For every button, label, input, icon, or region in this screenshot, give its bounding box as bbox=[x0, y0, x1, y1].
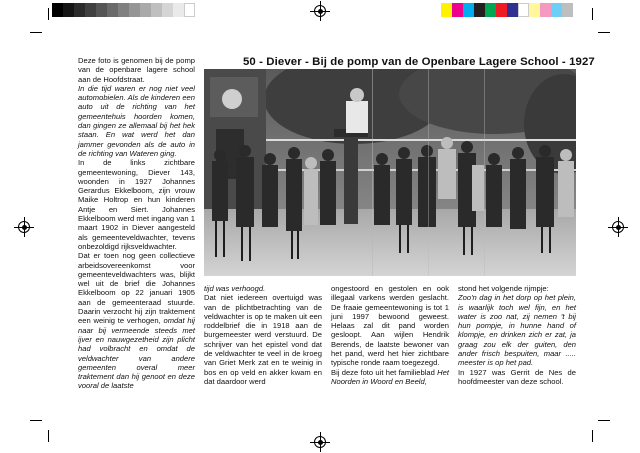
paragraph: stond het volgende rijmpje: bbox=[458, 284, 549, 293]
paragraph bbox=[331, 368, 449, 387]
paragraph: Dat niet iedereen overtuigd was van de plichtbetrachting van de veldwachter is op te maken uit een roddelbrief die in 1918 aan de burgemeester werd verstuurd. De schrijver van het epistel vond dat de veldwachter te veel in de kroeg van Griet Merk zat en te weinig in bos en op veld en akker kwam en dat daardoor werd bbox=[204, 293, 322, 386]
paragraph-italic: tijd was verhoogd. bbox=[204, 284, 266, 293]
color-swatch bbox=[496, 3, 507, 17]
color-swatch bbox=[518, 3, 529, 17]
color-swatch bbox=[63, 3, 74, 17]
crop-mark bbox=[592, 430, 593, 442]
paragraph-text: Dat er toen nog geen collectieve arbeidsovereenkomst voor gemeenteveldwachters was, blijkt wel uit de brief die Johannes Ekkelboom op 22 januari 1905 aan de gemeenteraad stuurde. Daarin verzocht hij zijn traktement een weinig te verhogen, bbox=[78, 251, 195, 326]
crop-mark bbox=[48, 8, 49, 20]
color-swatch bbox=[151, 3, 162, 17]
color-swatch bbox=[107, 3, 118, 17]
registration-mark-bottom bbox=[314, 436, 326, 448]
paragraph-italic-text: Het Noorden in Woord en Beeld, bbox=[331, 367, 449, 386]
registration-mark-left bbox=[18, 221, 30, 233]
crop-mark bbox=[48, 430, 49, 442]
color-swatch bbox=[118, 3, 129, 17]
color-swatch bbox=[184, 3, 195, 17]
crop-mark bbox=[592, 8, 593, 20]
color-swatch bbox=[562, 3, 573, 17]
color-swatch bbox=[96, 3, 107, 17]
poem: Zoo'n dag in het dorp op het plein, is waarlijk toch wel fijn, en het water is zoo nat, zij nemen 't bij hun pompje, in hunne hand of klompje, en drinken zich er zat, ja graag zou elk der guiten, den ander frisch bespuiten, maar ..... meester is op het pad. bbox=[458, 293, 576, 368]
page-title: 50 - Diever - Bij de pomp van de Openbare Lagere School - 1927 bbox=[243, 56, 595, 68]
photo-icon bbox=[204, 69, 576, 276]
color-swatch bbox=[162, 3, 173, 17]
color-swatch bbox=[507, 3, 518, 17]
registration-mark-right bbox=[612, 221, 624, 233]
crop-mark bbox=[598, 420, 610, 421]
historic-photo bbox=[204, 69, 576, 276]
text-column-1 bbox=[78, 56, 195, 391]
color-swatch bbox=[463, 3, 474, 17]
color-swatch bbox=[452, 3, 463, 17]
text-column-2 bbox=[204, 284, 322, 386]
color-swatch bbox=[173, 3, 184, 17]
paragraph-text: Bij deze foto uit het familieblad bbox=[331, 367, 435, 377]
paragraph: In 1927 was Gerrit de Nes de hoofdmeester van deze school. bbox=[458, 367, 576, 386]
color-swatch bbox=[129, 3, 140, 17]
color-swatch bbox=[529, 3, 540, 17]
paragraph: Deze foto is genomen bij de pomp van de openbare lagere school aan de Hoofdstraat. bbox=[78, 56, 195, 84]
paragraph-italic-text: omdat hij naar bij vermeende steeds met ijver en nauwgezetheid zijn plicht had volbracht en omdat de veldwachter van andere gemeenten overal meer traktement dan hij genoot en deze vooral de laatste bbox=[78, 316, 195, 391]
color-swatch bbox=[540, 3, 551, 17]
paragraph-italic: In die tijd waren er nog niet veel automobielen. Als de kinderen een auto uit de richting van het gemeentehuis hoorden komen, dan gingen ze allemaal bij het hek staan. En wat werd het dan jammer gevonden als de auto in de richting van Wateren ging. bbox=[78, 83, 195, 158]
color-swatch bbox=[551, 3, 562, 17]
text-column-4 bbox=[458, 284, 576, 386]
registration-mark-top bbox=[314, 5, 326, 17]
color-swatch bbox=[441, 3, 452, 17]
color-swatch bbox=[474, 3, 485, 17]
paragraph bbox=[78, 251, 195, 390]
text-column-3 bbox=[331, 284, 449, 386]
grayscale-color-bar bbox=[52, 3, 195, 17]
paragraph: In de links zichtbare gemeentewoning, Diever 143, woonden in 1927 Johannes Gerardus Ekkelboom, zijn vrouw Maike Holtrop en hun kinderen Antje en Siert. Johannes Ekkelboom werd met ingang van 1 maart 1902 in Diever aangesteld als gemeenteveldwachter, tevens onbezoldigd rijksveldwachter. bbox=[78, 158, 195, 251]
color-swatch bbox=[52, 3, 63, 17]
crop-mark bbox=[598, 32, 610, 33]
color-swatch bbox=[74, 3, 85, 17]
crop-mark bbox=[30, 32, 42, 33]
cmyk-color-bar bbox=[441, 3, 573, 17]
color-swatch bbox=[140, 3, 151, 17]
paragraph: ongestoord en gestolen en ook illegaal varkens werden geslacht. De fraaie gemeentewoning is tot 1 juni 1997 bewoond geweest. Helaas zal dit pand worden gesloopt. Aan wijlen Hendrik Berends, de laatste bewoner van het pand, werd het hier zichtbare typische ronde raam toegezegd. bbox=[331, 284, 449, 368]
crop-mark bbox=[30, 420, 42, 421]
color-swatch bbox=[485, 3, 496, 17]
color-swatch bbox=[85, 3, 96, 17]
